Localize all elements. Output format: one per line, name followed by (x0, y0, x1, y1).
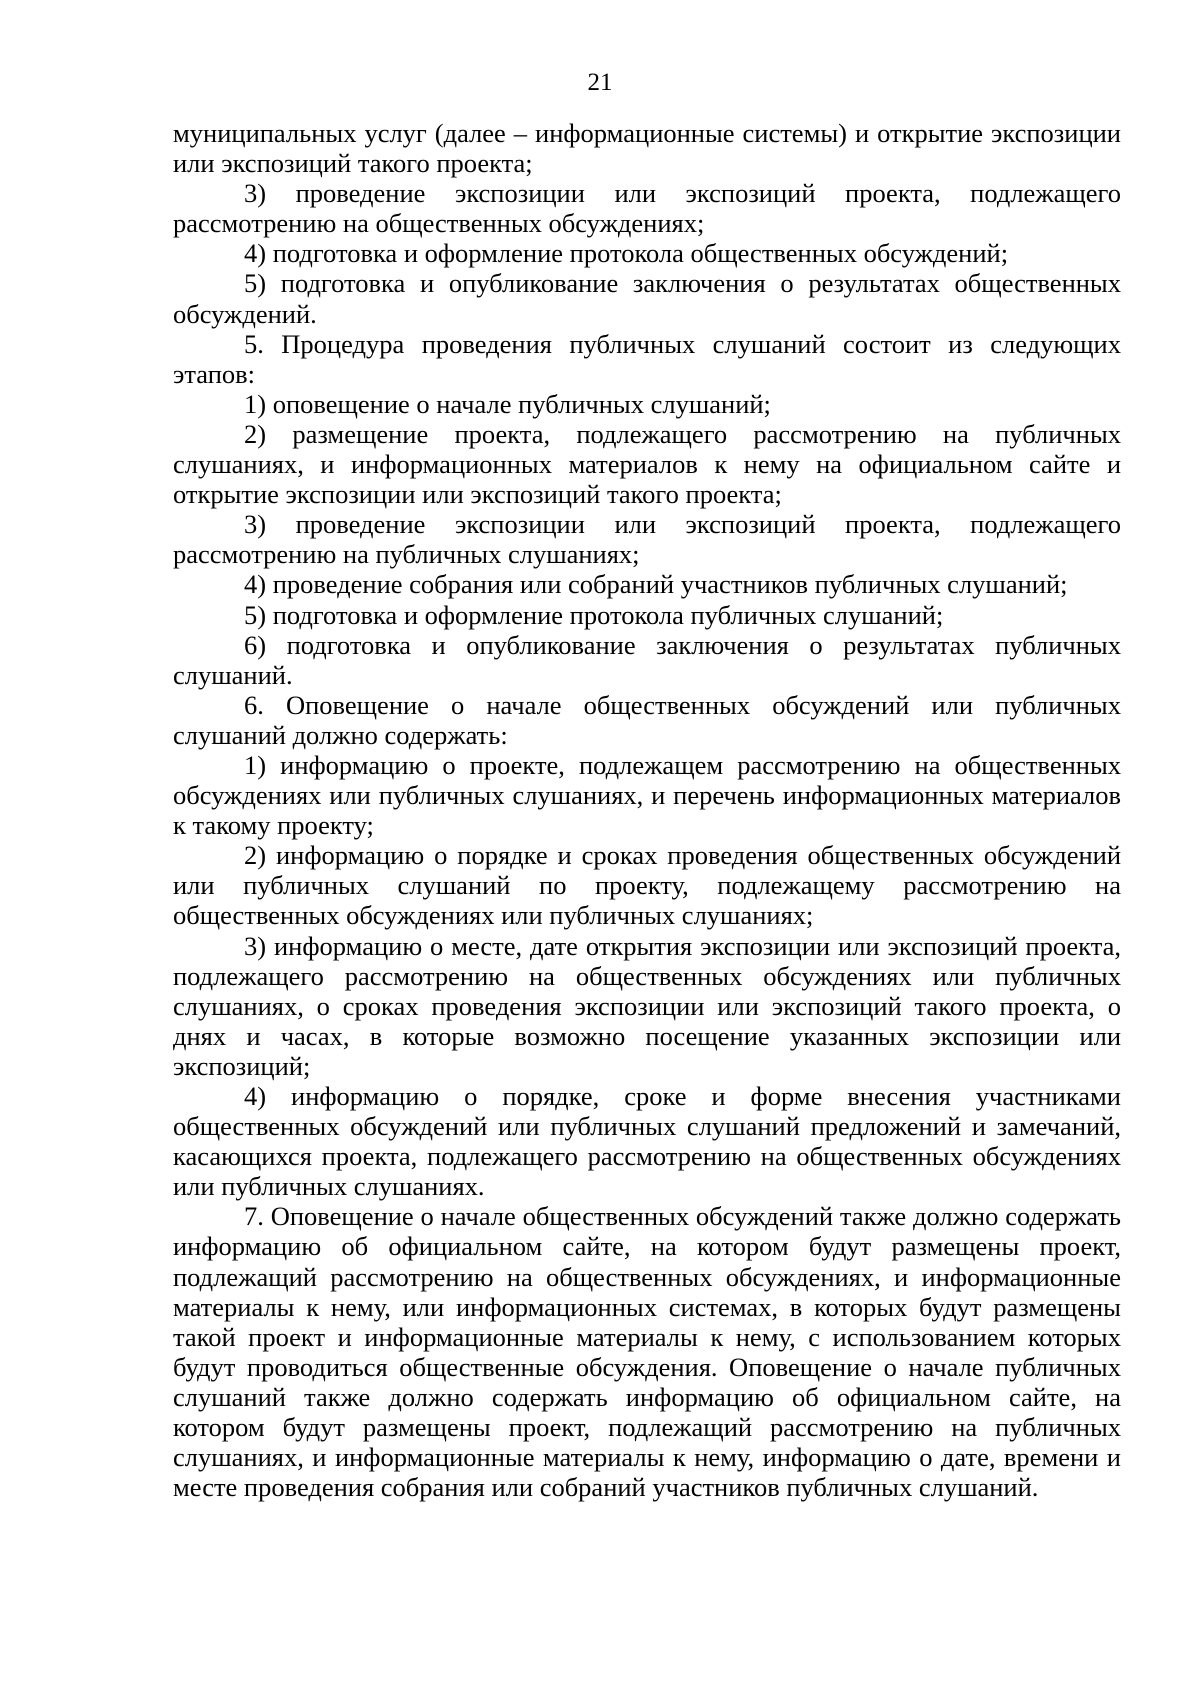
paragraph: 2) информацию о порядке и сроках проведения общественных обсуждений или публичных слушаний по проекту, подлежащему рассмотрению на общественных обсуждениях или публичных слушаниях; (173, 840, 1121, 931)
paragraph: 7. Оповещение о начале общественных обсуждений также должно содержать информацию об официальном сайте, на котором будут размещены проект, подлежащий рассмотрению на общественных обсуждениях, и информационные материалы к нему, или информационных системах, в которых будут размещены такой проект и информационные материалы к нему, с использованием которых будут проводиться общественные обсуждения. Оповещение о начале публичных слушаний также должно содержать информацию об официальном сайте, на котором будут размещены проект, подлежащий рассмотрению на публичных слушаниях, и информационные материалы к нему, информацию о дате, времени и месте проведения собрания или собраний участников публичных слушаний. (173, 1201, 1121, 1503)
paragraph: 5. Процедура проведения публичных слушаний состоит из следующих этапов: (173, 328, 1121, 389)
paragraph: 1) оповещение о начале публичных слушаний; (244, 388, 771, 419)
paragraph: 1) информацию о проекте, подлежащем рассмотрению на общественных обсуждениях или публичных слушаниях, и перечень информационных материалов к такому проекту; (173, 749, 1121, 841)
paragraph: муниципальных услуг (далее – информационные системы) и открытие экспозиции или экспозиций такого проекта; (173, 118, 1121, 179)
paragraph: 5) подготовка и опубликование заключения о результатах общественных обсуждений. (173, 268, 1121, 329)
paragraph: 4) проведение собрания или собраний участников публичных слушаний; (244, 569, 1068, 600)
paragraph: 6) подготовка и опубликование заключения о результатах публичных слушаний. (173, 629, 1121, 690)
paragraph: 4) подготовка и оформление протокола общественных обсуждений; (244, 238, 1009, 269)
paragraph: 5) подготовка и оформление протокола публичных слушаний; (244, 599, 944, 630)
paragraph: 6. Оповещение о начале общественных обсуждений или публичных слушаний должно содержать: (173, 689, 1121, 750)
paragraph: 3) проведение экспозиции или экспозиций проекта, подлежащего рассмотрению на публичных слушаниях; (173, 509, 1121, 570)
paragraph: 4) информацию о порядке, сроке и форме внесения участниками общественных обсуждений или публичных слушаний предложений и замечаний, касающихся проекта, подлежащего рассмотрению на общественных обсуждениях или публичных слушаниях. (173, 1081, 1121, 1202)
paragraph: 3) проведение экспозиции или экспозиций проекта, подлежащего рассмотрению на общественных обсуждениях; (173, 178, 1121, 239)
page-number: 21 (587, 69, 613, 96)
paragraph: 2) размещение проекта, подлежащего рассмотрению на публичных слушаниях, и информационных материалов к нему на официальном сайте и открытие экспозиции или экспозиций такого проекта; (173, 418, 1121, 510)
document-body (173, 118, 1121, 1502)
paragraph: 3) информацию о месте, дате открытия экспозиции или экспозиций проекта, подлежащего рассмотрению на общественных обсуждениях или публичных слушаниях, о сроках проведения экспозиции или экспозиций такого проекта, о днях и часах, в которые возможно посещение указанных экспозиции или экспозиций; (173, 930, 1121, 1081)
